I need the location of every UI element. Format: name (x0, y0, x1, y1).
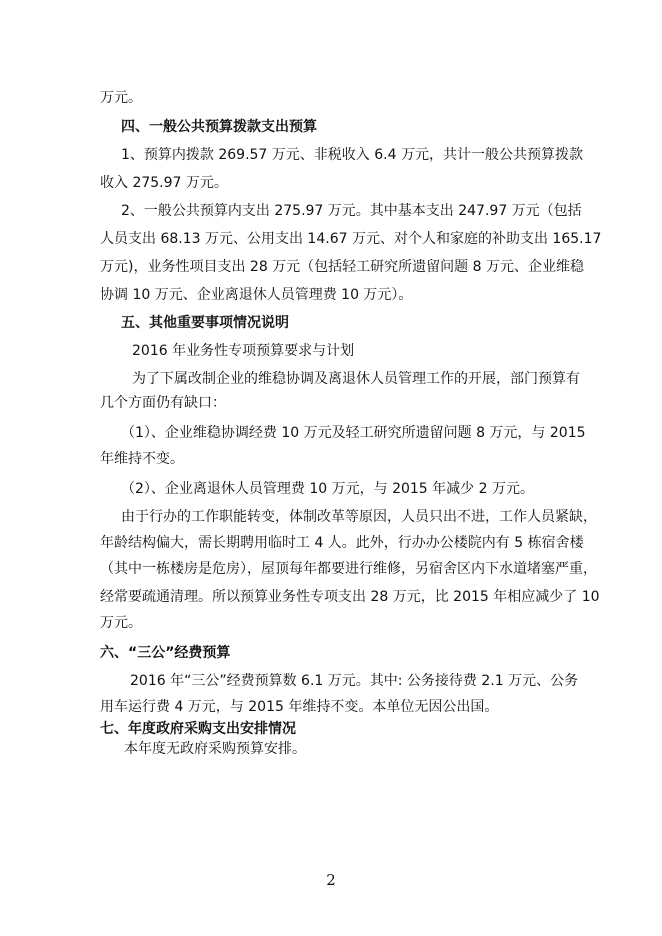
paragraph-line: 用车运行费 4 万元，与 2015 年维持不变。本单位无因公出国。 (100, 699, 499, 715)
paragraph-line: 经常要疏通清理。所以预算业务性专项支出 28 万元，比 2015 年相应减少了 10 (100, 589, 600, 605)
page-number: 2 (326, 871, 336, 889)
paragraph-line: 收入 275.97 万元。 (100, 175, 228, 191)
paragraph-line: 1、预算内拨款 269.57 万元、非税收入 6.4 万元，共计一般公共预算拨款 (121, 147, 583, 163)
paragraph-line: 万元)，业务性项目支出 28 万元（包括轻工研究所遗留问题 8 万元、企业维稳 (100, 259, 584, 275)
paragraph-line: 本年度无政府采购预算安排。 (124, 741, 306, 757)
paragraph-line: 2016 年“三公”经费预算数 6.1 万元。其中: 公务接待费 2.1 万元、公务 (130, 673, 579, 689)
paragraph-line: 2、一般公共预算内支出 275.97 万元。其中基本支出 247.97 万元（包括 (121, 203, 582, 219)
paragraph-line: （其中一栋楼房是危房），屋顶每年都要进行维修，另宿舍区内下水道堵塞严重， (100, 561, 597, 577)
paragraph-line: 万元。 (100, 615, 142, 631)
subheading-line: 2016 年业务性专项预算要求与计划 (132, 343, 355, 359)
list-item-line: 年维持不变。 (100, 451, 184, 467)
paragraph-line: 几个方面仍有缺口： (100, 395, 226, 411)
list-item-line: （2）、企业离退休人员管理费 10 万元，与 2015 年减少 2 万元。 (121, 481, 534, 497)
section-heading-5: 五、其他重要事项情况说明 (121, 315, 289, 331)
paragraph-continuation: 万元。 (100, 90, 142, 106)
section-heading-7: 七、年度政府采购支出安排情况 (100, 721, 296, 737)
paragraph-line: 年龄结构偏大，需长期聘用临时工 4 人。此外，行办办公楼院内有 5 栋宿舍楼 (100, 535, 584, 551)
paragraph-line: 人员支出 68.13 万元、公用支出 14.67 万元、对个人和家庭的补助支出 165.17 (100, 231, 602, 247)
paragraph-line: 由于行办的工作职能转变，体制改革等原因，人员只出不进，工作人员紧缺， (121, 509, 597, 525)
list-item-line: （1）、企业维稳协调经费 10 万元及轻工研究所遗留问题 8 万元，与 2015 (121, 425, 586, 441)
section-heading-6: 六、“三公”经费预算 (100, 645, 231, 661)
paragraph-line: 为了下属改制企业的维稳协调及离退休人员管理工作的开展，部门预算有 (132, 371, 580, 387)
paragraph-line: 协调 10 万元、企业离退休人员管理费 10 万元）。 (100, 287, 413, 303)
section-heading-4: 四、一般公共预算拨款支出预算 (121, 119, 317, 135)
